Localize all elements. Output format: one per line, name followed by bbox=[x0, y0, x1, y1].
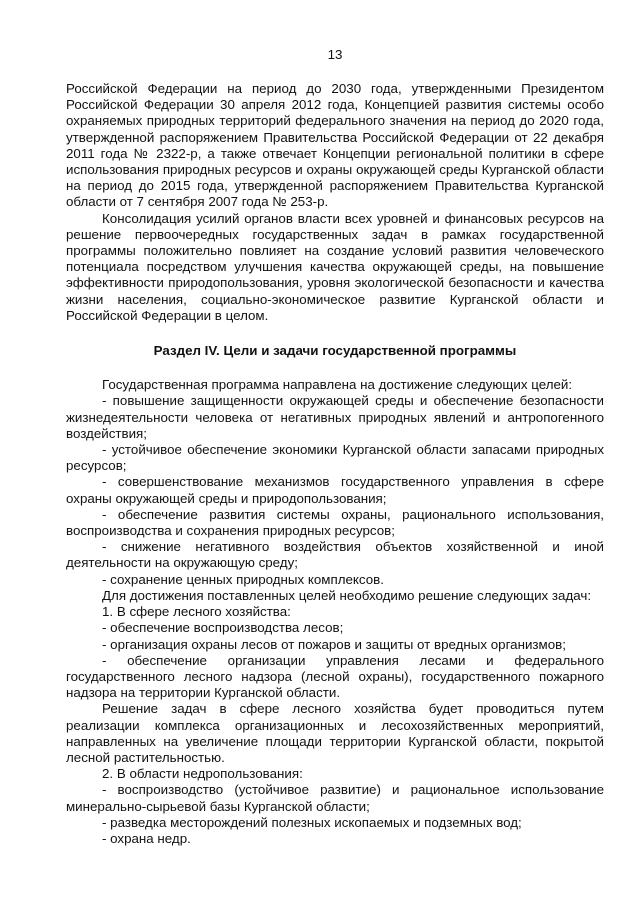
paragraph: Решение задач в сфере лесного хозяйства будет проводиться путем реализации комплекса организационных и лесохозяйственных мероприятий, направленных на увеличение площади территории Курганской области, покрытой лесной растительностью. bbox=[66, 701, 604, 765]
list-item: - совершенствование механизмов государственного управления в сфере охраны окружающей среды и природопользования; bbox=[66, 474, 604, 506]
list-item: - разведка месторождений полезных ископаемых и подземных вод; bbox=[102, 814, 522, 830]
list-item: - воспроизводство (устойчивое развитие) и рациональное использование минерально-сырьевой базы Курганской области; bbox=[66, 782, 604, 814]
subsection-label: 1. В сфере лесного хозяйства: bbox=[102, 604, 291, 620]
list-item: - сохранение ценных природных комплексов. bbox=[102, 571, 384, 587]
list-item: - обеспечение воспроизводства лесов; bbox=[102, 620, 344, 636]
paragraph: Государственная программа направлена на достижение следующих целей: bbox=[102, 377, 573, 393]
subsection-label: 2. В области недропользования: bbox=[102, 766, 303, 782]
paragraph: Для достижения поставленных целей необходимо решение следующих задач: bbox=[102, 587, 592, 603]
document-page bbox=[66, 0, 604, 847]
list-item: - снижение негативного воздействия объектов хозяйственной и иной деятельности на окружающую среду; bbox=[66, 539, 604, 571]
document-body bbox=[66, 81, 604, 847]
list-item: - организация охраны лесов от пожаров и защиты от вредных организмов; bbox=[102, 636, 566, 652]
list-item: - обеспечение организации управления лесами и федерального государственного лесного надзора (лесной охраны), государственного пожарного надзора на территории Курганской области. bbox=[66, 652, 604, 701]
section-heading: Раздел IV. Цели и задачи государственной программы bbox=[153, 343, 517, 359]
list-item: - охрана недр. bbox=[102, 830, 191, 846]
paragraph: Российской Федерации на период до 2030 года, утвержденными Президентом Российской Федерации 30 апреля 2012 года, Концепцией развития системы особо охраняемых природных территорий федерального значения на период до 2020 года, утвержденной распоряжением Правительства Российской Федерации от 22 декабря 2011 года № 2322-р, а также отвечает Концепции региональной политики в сфере использования природных ресурсов и охраны окружающей среды Курганской области на период до 2015 года, утвержденной распоряжением Правительства Курганской области от 7 сентября 2007 года № 253-р. bbox=[66, 81, 604, 210]
paragraph: Консолидация усилий органов власти всех уровней и финансовых ресурсов на решение первоочередных государственных задач в рамках государственной программы положительно повлияет на создание условий развития человеческого потенциала посредством улучшения качества окружающей среды, на повышение эффективности природопользования, уровня экологической безопасности и качества жизни населения, социально-экономическое развитие Курганской области и Российской Федерации в целом. bbox=[66, 210, 604, 323]
list-item: - устойчивое обеспечение экономики Курганской области запасами природных ресурсов; bbox=[66, 442, 604, 474]
page-number: 13 bbox=[327, 47, 343, 62]
list-item: - повышение защищенности окружающей среды и обеспечение безопасности жизнедеятельности человека от негативных природных явлений и антропогенного воздействия; bbox=[66, 393, 604, 441]
list-item: - обеспечение развития системы охраны, рационального использования, воспроизводства и сохранения природных ресурсов; bbox=[66, 506, 604, 539]
